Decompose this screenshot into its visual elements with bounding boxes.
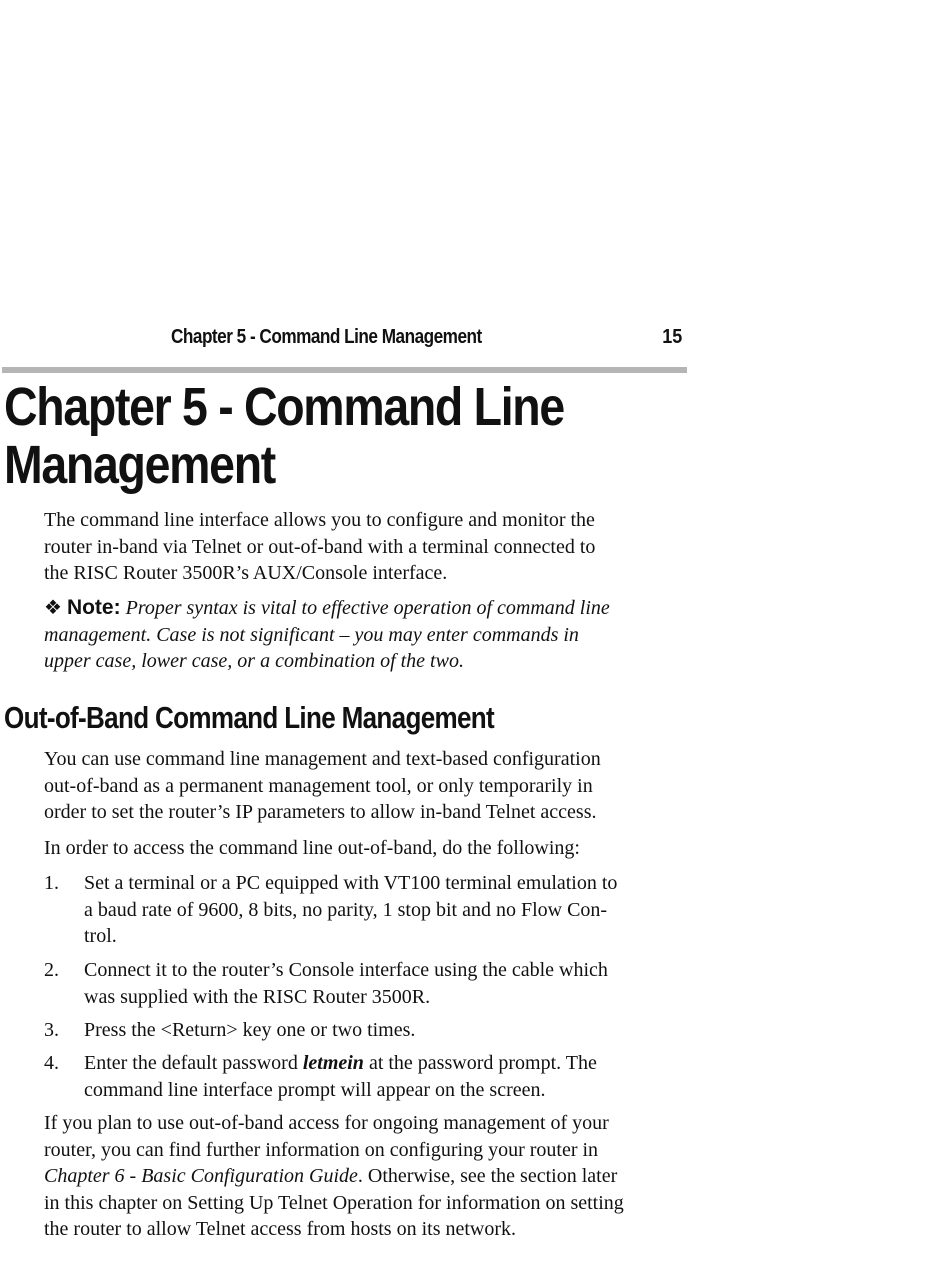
note-text: management. Case is not significant – you may enter commands in [44, 623, 579, 646]
step-number: 1. [44, 872, 59, 894]
note-text: Proper syntax is vital to effective operation of command line [125, 597, 610, 619]
password-text: letmein [302, 1052, 364, 1074]
chapter-title-line: Management [4, 435, 275, 495]
text-fragment: Enter the default password [84, 1052, 303, 1074]
text-line: in this chapter on Setting Up Telnet Operation for information on setting [44, 1191, 624, 1214]
text-line: router in-band via Telnet or out-of-band with a terminal connected to [44, 535, 596, 558]
page-number: 15 [661, 326, 682, 348]
text-line: the RISC Router 3500R’s AUX/Console interface. [44, 562, 448, 584]
closing-paragraph [44, 1110, 684, 1243]
text-line: In order to access the command line out-of-band, do the following: [44, 837, 580, 859]
intro-paragraph [44, 507, 684, 587]
chapter-title-line: Chapter 5 - Command Line [4, 377, 564, 437]
text-line: The command line interface allows you to configure and monitor the [44, 509, 595, 531]
step-number: 3. [44, 1019, 59, 1041]
list-item [44, 1050, 684, 1103]
section-paragraph [44, 835, 684, 862]
running-header-title: Chapter 5 - Command Line Management [171, 326, 482, 348]
list-item [44, 1017, 684, 1044]
chapter-reference: Chapter 6 - Basic Configuration Guide [44, 1165, 358, 1187]
header-rule [2, 367, 687, 373]
text-line: Set a terminal or a PC equipped with VT100 terminal emulation to [84, 872, 618, 894]
running-header [0, 322, 687, 356]
text-line: Connect it to the router’s Console interface using the cable which [84, 959, 608, 981]
steps-list [44, 957, 684, 1010]
step-number: 2. [44, 959, 59, 981]
text-line: order to set the router’s IP parameters to allow in-band Telnet access. [44, 801, 597, 823]
steps-list [44, 1050, 684, 1103]
note-text: upper case, lower case, or a combination of the two. [44, 650, 464, 672]
steps-list [44, 1017, 684, 1044]
note-label: Note: [66, 596, 121, 619]
chapter-title [4, 378, 606, 494]
text-fragment: at the password prompt. The [363, 1052, 597, 1074]
text-line: trol. [84, 925, 117, 947]
steps-list [44, 870, 684, 950]
section-paragraph [44, 746, 684, 826]
text-line: a baud rate of 9600, 8 bits, no parity, 1 stop bit and no Flow Con- [84, 898, 608, 921]
text-line: out-of-band as a permanent management tool, or only temporarily in [44, 774, 593, 797]
text-line: Press the <Return> key one or two times. [84, 1019, 416, 1041]
section-heading: Out-of-Band Command Line Management [4, 700, 495, 735]
text-line: You can use command line management and text-based configuration [44, 748, 601, 770]
step-number: 4. [44, 1052, 59, 1074]
note-block [44, 595, 684, 675]
text-line: router, you can find further information on configuring your router in [44, 1138, 599, 1161]
text-line: If you plan to use out-of-band access for ongoing management of your [44, 1112, 609, 1134]
text-line: command line interface prompt will appear on the screen. [84, 1078, 546, 1101]
text-line: the router to allow Telnet access from hosts on its network. [44, 1218, 517, 1240]
diamond-bullet-icon: ❖ [44, 597, 62, 619]
list-item [44, 957, 684, 1010]
text-fragment: . Otherwise, see the section later [357, 1165, 618, 1187]
list-item [44, 870, 684, 950]
text-line: was supplied with the RISC Router 3500R. [84, 985, 431, 1008]
